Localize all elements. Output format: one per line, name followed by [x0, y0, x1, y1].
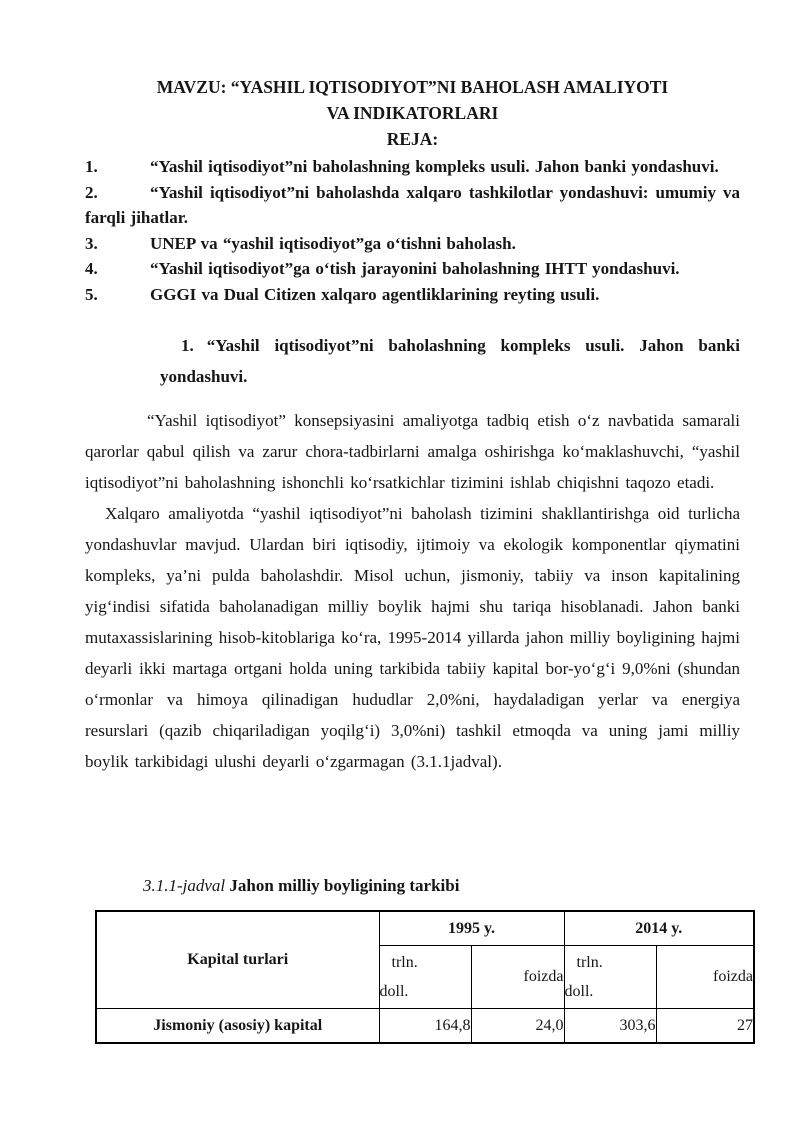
unit-line-1: trln.	[391, 954, 418, 971]
table-header-foizda-2014: foizda	[656, 946, 754, 1009]
paragraph-1: “Yashil iqtisodiyot” konsepsiyasini amaliyotga tadbiq etish o‘z navbatida samarali qarorlar qabul qilish va zarur chora-tadbirlarni amalga oshirishga ko‘maklashuvchi, “yashil iqtisodiyot”ni baholashning ishonchli ko‘rsatkichlar tizimini ishlab chiqishni taqozo etadi.	[85, 411, 740, 492]
table-cell-2014-trln: 303,6	[564, 1009, 656, 1044]
document-body	[85, 0, 740, 777]
document-title	[85, 74, 740, 152]
national-wealth-table	[95, 910, 755, 1044]
plan-item-2-number: 2.	[85, 182, 98, 202]
unit-line-1: trln.	[576, 954, 603, 971]
plan-item-4-text: “Yashil iqtisodiyot”ga o‘tish jarayonini baholashning IHTT yondashuvi.	[150, 259, 680, 278]
plan-item-5	[85, 282, 740, 308]
plan-list	[85, 154, 740, 307]
table-header-capital-types: Kapital turlari	[96, 911, 379, 1009]
table-section	[85, 872, 765, 1044]
table-cell-1995-trln: 164,8	[379, 1009, 471, 1044]
plan-item-3-text: UNEP va “yashil iqtisodiyot”ga o‘tishni baholash.	[150, 233, 516, 253]
section-heading-number: 1.	[181, 336, 194, 355]
section-heading-text: “Yashil iqtisodiyot”ni baholashning kompleks usuli. Jahon banki yondashuvi.	[160, 336, 740, 386]
unit-line-2: doll.	[379, 983, 409, 1000]
table-header-row-years	[96, 911, 754, 946]
table-row	[96, 1009, 754, 1044]
plan-item-3-number: 3.	[85, 233, 98, 253]
plan-item-2-text: “Yashil iqtisodiyot”ni baholashda xalqaro tashkilotlar yondashuvi: umumiy va farqli jihatlar.	[85, 182, 740, 227]
plan-item-2	[85, 180, 740, 231]
plan-item-5-text: GGGI va Dual Citizen xalqaro agentliklarining reyting usuli.	[150, 284, 600, 304]
plan-item-4	[85, 256, 740, 282]
title-line-1: MAVZU: “YASHIL IQTISODIYOT”NI BAHOLASH AMALIYOTI	[156, 77, 669, 97]
plan-item-4-number: 4.	[85, 259, 98, 278]
plan-item-1-text: “Yashil iqtisodiyot”ni baholashning kompleks usuli. Jahon banki yondashuvi.	[150, 157, 719, 176]
plan-item-3	[85, 231, 740, 257]
plan-item-1-number: 1.	[85, 157, 98, 176]
table-cell-2014-foizda: 27	[656, 1009, 754, 1044]
table-header-year-2014: 2014 y.	[564, 911, 754, 946]
plan-item-5-number: 5.	[85, 284, 98, 304]
plan-heading: REJA:	[386, 129, 439, 149]
table-header-foizda-1995: foizda	[471, 946, 564, 1009]
table-cell-1995-foizda: 24,0	[471, 1009, 564, 1044]
table-header-trln-2014	[564, 946, 656, 1009]
table-caption-label: 3.1.1-jadval	[143, 876, 226, 895]
unit-line-2: doll.	[564, 983, 594, 1000]
table-cell-row-label: Jismoniy (asosiy) kapital	[96, 1009, 379, 1044]
paragraph-2: Xalqaro amaliyotda “yashil iqtisodiyot”ni baholash tizimini shakllantirishga oid turlicha yondashuvlar mavjud. Ulardan biri iqtisodiy, ijtimoiy va ekologik komponentlar qiymatini kompleks, ya’ni pulda baholashdir. Misol uchun, jismoniy, tabiiy va inson kapitalining yig‘indisi sifatida baholanadigan milliy boylik hajmi shu tariqa hisoblanadi. Jahon banki mutaxassislarining hisob-kitoblariga ko‘ra, 1995-2014 yillarda jahon milliy boyligining hajmi deyarli ikki martaga ortgani holda uning tarkibida tabiiy kapital bor-yo‘g‘i 9,0%ni (shundan o‘rmonlar va himoya qilinadigan hududlar 2,0%ni, haydaladigan yerlar va energiya resurslari (qazib chiqariladigan yoqilg‘i) 3,0%ni) tashkil etmoqda va uning jami milliy boylik tarkibidagi ulushi deyarli o‘zgarmagan (3.1.1jadval).	[85, 504, 740, 771]
table-header-trln-1995	[379, 946, 471, 1009]
plan-item-1	[85, 154, 740, 180]
title-line-2: VA INDIKATORLARI	[326, 103, 499, 123]
table-caption	[85, 872, 765, 900]
section-heading	[85, 330, 740, 392]
table-caption-title: Jahon milliy boyligining tarkibi	[225, 876, 460, 895]
table-header-year-1995: 1995 y.	[379, 911, 564, 946]
